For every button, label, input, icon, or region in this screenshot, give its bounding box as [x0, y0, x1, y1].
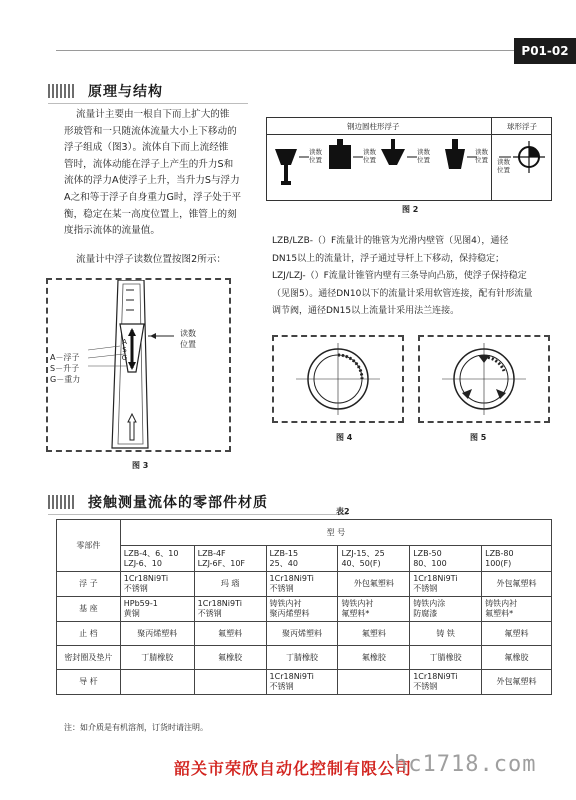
- material-line: 聚丙烯塑料: [137, 628, 178, 638]
- legend-item: A－浮子: [50, 353, 80, 362]
- page-number-badge: P01-02: [514, 38, 576, 64]
- material-cell: [482, 670, 552, 695]
- model-line: 40、50(F): [341, 558, 381, 568]
- model-line: LZJ-6、10: [123, 558, 162, 568]
- table-body: [57, 572, 552, 695]
- text-line: 调节阀，通径DN15以上流量计采用法兰连接。: [272, 306, 460, 316]
- material-line: 黄铜: [123, 609, 140, 618]
- table-header-row: [57, 520, 552, 546]
- material-line: 氟塑料*: [485, 609, 514, 618]
- part-name-cell: 浮 子: [57, 572, 121, 597]
- text-line: 流量计主要由一根自下而上扩大的锥: [76, 109, 230, 120]
- model-header-cell: [338, 546, 410, 572]
- material-cell: [482, 597, 552, 622]
- material-cell: [410, 670, 482, 695]
- material-cell: [120, 572, 194, 597]
- section-title: 原理与结构: [88, 84, 163, 100]
- text-line: 形玻管和一只随流体流量大小上下移动的: [64, 125, 237, 137]
- reading-label-5: [497, 158, 510, 174]
- material-line: 1Cr18Ni9Ti: [269, 574, 314, 583]
- material-line: 1Cr18Ni9Ti: [269, 672, 314, 681]
- text-line: LZJ/LZJ-（）F流量计锥管内壁有三条导向凸筋，使浮子保持稳定: [272, 271, 527, 281]
- label-line: 读数: [180, 329, 196, 338]
- material-line: 铸 铁: [436, 628, 455, 638]
- material-line: 不锈钢: [197, 609, 222, 618]
- part-name-cell: 导 杆: [57, 670, 121, 695]
- model-line: 25、40: [269, 558, 298, 568]
- header-parts: 零部件: [57, 520, 121, 572]
- material-cell: [338, 622, 410, 646]
- text-line: 度指示流体的流量值。: [64, 225, 160, 237]
- material-line: 外包氟塑料: [353, 579, 394, 588]
- reading-position-label: [180, 328, 196, 350]
- tube-description-paragraph: [272, 233, 562, 321]
- figure-3-flowmeter-diagram: [46, 278, 231, 452]
- header-model: 型 号: [120, 520, 551, 546]
- material-cell: [266, 597, 338, 622]
- material-line: 1Cr18Ni9Ti: [197, 599, 242, 608]
- material-cell: [338, 597, 410, 622]
- text-line: LZB/LZB-（）F流量计的锥管为光滑内壁管（见图4），通径: [272, 236, 509, 246]
- label-line: 位置: [417, 156, 430, 164]
- label-line: 位置: [363, 156, 376, 164]
- material-line: 不锈钢: [413, 682, 438, 691]
- material-line: 外包氟塑料: [496, 579, 537, 588]
- figure-3-caption: 图 3: [132, 461, 149, 470]
- materials-table: [56, 519, 552, 695]
- section-marker-icon: [48, 495, 74, 509]
- table-row: [57, 670, 552, 695]
- reading-label-3: [417, 148, 430, 164]
- legend-item: G－重力: [50, 375, 81, 384]
- section-heading-principle: [48, 81, 248, 101]
- material-cell: [482, 622, 552, 646]
- material-line: 氟塑料: [504, 628, 529, 638]
- force-legend: [50, 352, 80, 385]
- material-line: 1Cr18Ni9Ti: [413, 672, 458, 681]
- label-line: 位置: [475, 156, 488, 164]
- material-cell: [338, 670, 410, 695]
- model-line: LZJ-15、25: [341, 548, 385, 558]
- model-header-cell: [120, 546, 194, 572]
- section-title: 接触测量流体的零部件材质: [88, 495, 268, 511]
- model-line: LZB-15: [269, 548, 299, 558]
- reading-label-1: [309, 148, 322, 164]
- model-line: 100(F): [485, 558, 512, 568]
- table-row: [57, 622, 552, 646]
- model-line: 80、100: [413, 558, 447, 568]
- label-line: 位置: [180, 340, 196, 349]
- material-line: 聚丙烯塑料: [269, 609, 310, 618]
- material-cell: [410, 622, 482, 646]
- text-line: 浮子组成（图3）。流体自下而上流经锥: [64, 142, 229, 154]
- ribbed-tube-section: [420, 337, 548, 421]
- material-cell: [410, 572, 482, 597]
- legend-item: S－升子: [50, 364, 80, 373]
- material-line: 防腐漆: [413, 609, 438, 618]
- header-cylinder-float: 钢边圆柱形浮子: [347, 122, 400, 131]
- material-line: 氟塑料: [218, 628, 243, 638]
- label-line: 读数: [417, 148, 430, 156]
- model-line: LZB-4F: [197, 548, 226, 558]
- material-line: 不锈钢: [123, 584, 148, 593]
- label-line: 位置: [309, 156, 322, 164]
- float-force-letters: [120, 338, 129, 362]
- table-row: [57, 597, 552, 622]
- label-line: 读数: [475, 148, 488, 156]
- material-cell: [120, 646, 194, 670]
- material-line: 氟塑料: [361, 628, 386, 638]
- model-header-cell: [482, 546, 552, 572]
- model-line: LZB-50: [413, 548, 442, 558]
- material-line: 铸铁内衬: [341, 599, 374, 608]
- label-line: 读数: [363, 148, 376, 156]
- section-underline: [48, 103, 248, 104]
- text-line: （见图5）。通径DN10以下的流量计采用软管连接，配有针形流量: [272, 288, 533, 299]
- material-line: 丁腈橡胶: [141, 652, 174, 662]
- table-row: [57, 646, 552, 670]
- label-line: 读数: [309, 148, 322, 156]
- part-name-cell: 密封圈及垫片: [57, 646, 121, 670]
- material-line: 1Cr18Ni9Ti: [123, 574, 169, 583]
- material-line: 不锈钢: [413, 584, 438, 593]
- text-line: DN15以上的流量计，浮子通过导杆上下移动，保持稳定；: [272, 253, 505, 264]
- material-line: 铸铁内涂: [413, 599, 446, 608]
- section-heading-materials: [48, 492, 348, 512]
- material-line: 外包氟塑料: [496, 677, 537, 686]
- material-cell: [266, 622, 338, 646]
- figure-2-header: [267, 118, 551, 135]
- figure-4-smooth-tube: [272, 335, 404, 423]
- material-cell: [338, 646, 410, 670]
- material-line: 氟橡胶: [218, 652, 243, 662]
- material-cell: [410, 646, 482, 670]
- material-line: 氟橡胶: [504, 652, 529, 662]
- watermark: hc1718.com: [394, 752, 537, 777]
- company-name: 韶关市荣欣自动化控制有限公司: [174, 759, 413, 778]
- material-cell: [120, 622, 194, 646]
- part-name-cell: 基 座: [57, 597, 121, 622]
- smooth-tube-section: [274, 337, 402, 421]
- material-cell: [266, 646, 338, 670]
- material-line: 不锈钢: [269, 584, 294, 593]
- material-cell: [194, 572, 266, 597]
- model-line: LZJ-6F、10F: [197, 558, 246, 568]
- text-line: 衡，稳定在某一高度位置上，锥管上的刻: [64, 208, 237, 220]
- header-ball-float: 球形浮子: [507, 122, 537, 131]
- material-line: 铸铁内衬: [485, 599, 518, 608]
- figure-2-caption: 图 2: [402, 205, 419, 214]
- table-model-row: [57, 546, 552, 572]
- material-line: 玛 瑙: [220, 579, 240, 588]
- part-name-cell: 止 档: [57, 622, 121, 646]
- order-note: 注：如介质是有机溶剂，订货时请注明。: [64, 723, 208, 732]
- material-cell: [410, 597, 482, 622]
- material-cell: [194, 646, 266, 670]
- material-line: 不锈钢: [269, 682, 294, 691]
- label-line: 读数: [497, 158, 510, 166]
- figure-4-caption: 图 4: [336, 433, 353, 442]
- table-row: [57, 572, 552, 597]
- material-line: 氟橡胶: [361, 652, 386, 662]
- material-line: 氟塑料*: [341, 609, 370, 618]
- text-line: A之和等于浮子自身重力G时，浮子处于平: [64, 191, 242, 203]
- material-cell: [266, 670, 338, 695]
- material-cell: [338, 572, 410, 597]
- material-line: 铸铁内衬: [269, 599, 302, 608]
- model-line: LZB-4、6、10: [123, 548, 179, 558]
- section-marker-icon: [48, 84, 74, 98]
- figure-5-caption: 图 5: [470, 433, 487, 442]
- material-cell: [194, 670, 266, 695]
- reading-label-2: [363, 148, 376, 164]
- reading-label-4: [475, 148, 488, 164]
- model-header-cell: [410, 546, 482, 572]
- top-rule: [56, 50, 514, 51]
- figure-2-float-reading: [266, 117, 552, 201]
- text-line: 流体的浮力A使浮子上升，当升力S与浮力: [64, 175, 240, 187]
- material-line: 丁腈橡胶: [285, 652, 318, 662]
- letter-s: S: [122, 346, 127, 354]
- table-label: 表2: [336, 507, 350, 516]
- material-cell: [120, 597, 194, 622]
- text-line: 管时，流体动能在浮子上产生的升力S和: [64, 158, 234, 170]
- figure-5-ribbed-tube: [418, 335, 550, 423]
- material-cell: [266, 572, 338, 597]
- principle-paragraph: [64, 107, 244, 240]
- letter-g: G: [121, 354, 128, 362]
- model-line: LZB-80: [485, 548, 514, 558]
- material-cell: [194, 597, 266, 622]
- letter-a: A: [122, 338, 127, 346]
- model-header-cell: [266, 546, 338, 572]
- label-line: 位置: [497, 166, 510, 174]
- material-cell: [482, 646, 552, 670]
- material-line: 聚丙烯塑料: [281, 628, 322, 638]
- material-cell: [120, 670, 194, 695]
- float-reading-note: 流量计中浮子读数位置按图2所示：: [76, 254, 227, 265]
- material-cell: [482, 572, 552, 597]
- material-line: 丁腈橡胶: [429, 652, 462, 662]
- model-header-cell: [194, 546, 266, 572]
- material-line: 1Cr18Ni9Ti: [413, 574, 458, 583]
- material-line: HPb59-1: [123, 599, 158, 608]
- section-underline: [48, 514, 348, 515]
- material-cell: [194, 622, 266, 646]
